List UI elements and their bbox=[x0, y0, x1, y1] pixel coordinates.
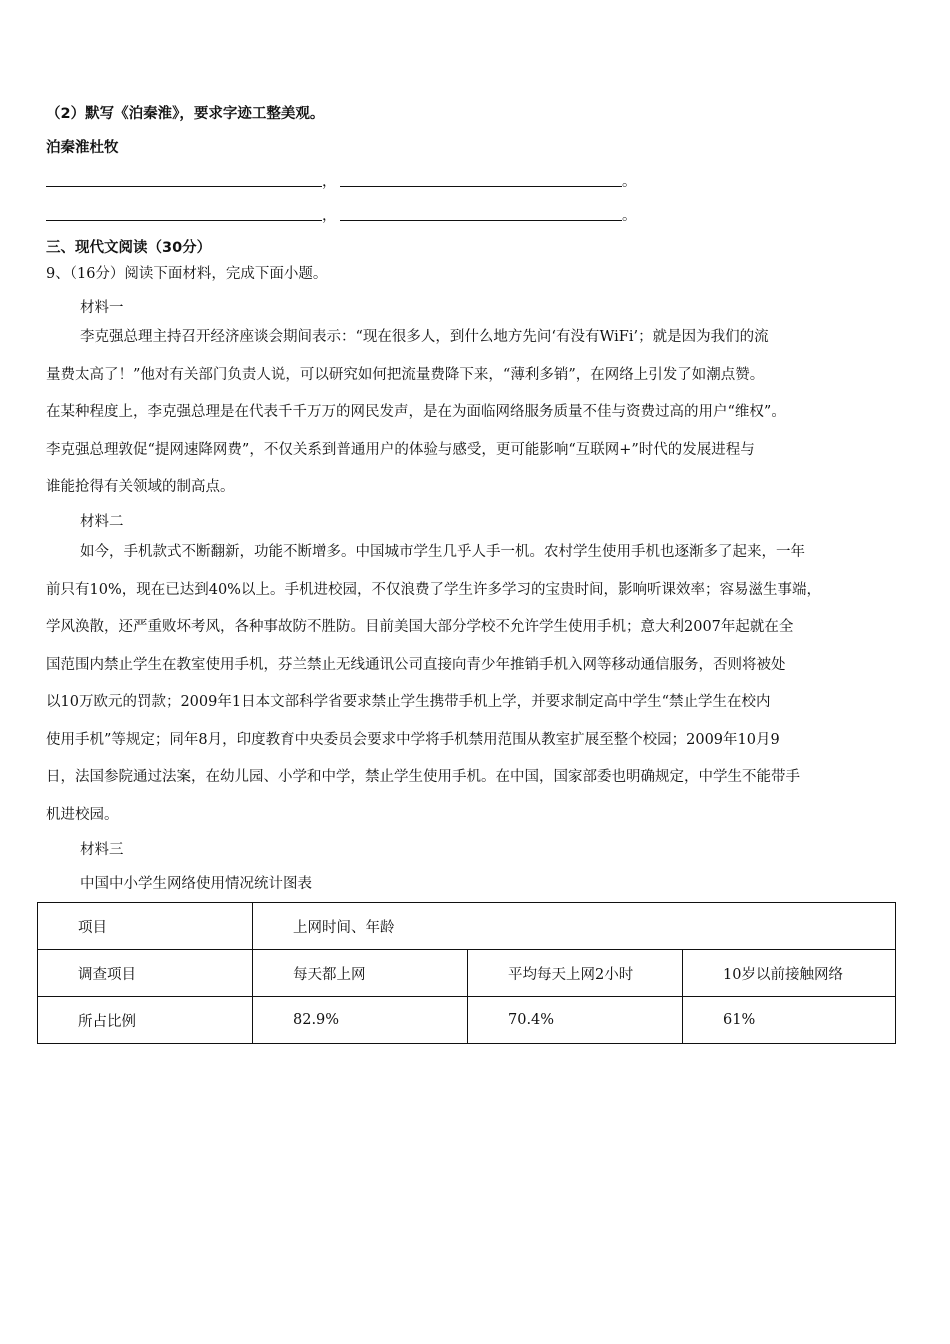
material1-line: 谁能抢得有关领域的制高点。 bbox=[46, 479, 235, 495]
statistics-table bbox=[37, 902, 896, 1044]
table-cell: 平均每天上网2小时 bbox=[468, 950, 683, 997]
material2-line: 使用手机”等规定；同年8月，印度教育中央委员会要求中学将手机禁用范围从教室扩展至整个校园；2009年10月9 bbox=[46, 731, 780, 748]
material2-label: 材料二 bbox=[80, 514, 124, 530]
table-cell: 70.4% bbox=[468, 997, 683, 1044]
table-title: 中国中小学生网络使用情况统计图表 bbox=[80, 876, 312, 892]
material2-line: 国范围内禁止学生在教室使用手机，芬兰禁止无线通讯公司直接向青少年推销手机入网等移动通信服务，否则将被处 bbox=[46, 656, 786, 673]
material2-line: 机进校园。 bbox=[46, 806, 119, 823]
table-cell: 调查项目 bbox=[38, 950, 253, 997]
table-row bbox=[38, 997, 896, 1044]
blank-comma-2: ， bbox=[322, 208, 337, 224]
answer-blank-1b[interactable] bbox=[340, 186, 622, 187]
blank-comma-1: ， bbox=[322, 174, 337, 190]
material3-label: 材料三 bbox=[80, 842, 124, 858]
material2-text bbox=[46, 534, 906, 834]
table-cell: 所占比例 bbox=[38, 997, 253, 1044]
material1-line: 在某种程度上，李克强总理是在代表千千万万的网民发声，是在为面临网络服务质量不佳与资费过高的用户“维权”。 bbox=[46, 404, 786, 420]
answer-blank-1a[interactable] bbox=[46, 186, 322, 187]
table-row bbox=[38, 903, 896, 950]
blank-period-2: 。 bbox=[622, 208, 637, 224]
material2-line: 如今，手机款式不断翻新，功能不断增多。中国城市学生几乎人手一机。农村学生使用手机也逐渐多了起来，一年 bbox=[80, 544, 805, 560]
answer-blank-2a[interactable] bbox=[46, 220, 322, 221]
table-cell: 61% bbox=[683, 997, 896, 1044]
material2-line: 学风涣散，还严重败坏考风，各种事故防不胜防。目前美国大部分学校不允许学生使用手机；意大利2007年起就在全 bbox=[46, 619, 794, 635]
answer-blank-2b[interactable] bbox=[340, 220, 622, 221]
question-prompt: 9、（16分）阅读下面材料，完成下面小题。 bbox=[46, 266, 328, 282]
blank-period-1: 。 bbox=[622, 174, 637, 190]
poem-heading: 泊秦淮杜牧 bbox=[46, 140, 119, 156]
material1-line: 李克强总理主持召开经济座谈会期间表示：“现在很多人，到什么地方先问‘有没有WiFi’；就是因为我们的流 bbox=[80, 329, 769, 345]
material2-line: 前只有10%，现在已达到40%以上。手机进校园，不仅浪费了学生许多学习的宝贵时间，影响听课效率；容易滋生事端， bbox=[46, 581, 821, 598]
material1-label: 材料一 bbox=[80, 300, 124, 316]
dictation-instruction: （2）默写《泊秦淮》，要求字迹工整美观。 bbox=[46, 106, 325, 122]
table-cell: 项目 bbox=[38, 903, 253, 950]
table-cell: 10岁以前接触网络 bbox=[683, 950, 896, 997]
section-heading: 三、现代文阅读（30分） bbox=[46, 240, 212, 256]
material2-line: 日，法国参院通过法案，在幼儿园、小学和中学，禁止学生使用手机。在中国，国家部委也明确规定，中学生不能带手 bbox=[46, 769, 800, 785]
table-cell: 每天都上网 bbox=[253, 950, 468, 997]
table-cell: 82.9% bbox=[253, 997, 468, 1044]
table-cell: 上网时间、年龄 bbox=[253, 903, 896, 950]
material1-line: 李克强总理敦促“提网速降网费”，不仅关系到普通用户的体验与感受，更可能影响“互联网+”时代的发展进程与 bbox=[46, 441, 755, 458]
material1-text bbox=[46, 319, 906, 507]
table-row bbox=[38, 950, 896, 997]
material1-line: 量费太高了！”他对有关部门负责人说，可以研究如何把流量费降下来，“薄利多销”，在网络上引发了如潮点赞。 bbox=[46, 366, 765, 383]
material2-line: 以10万欧元的罚款；2009年1日本文部科学省要求禁止学生携带手机上学，并要求制定高中学生“禁止学生在校内 bbox=[46, 694, 771, 710]
